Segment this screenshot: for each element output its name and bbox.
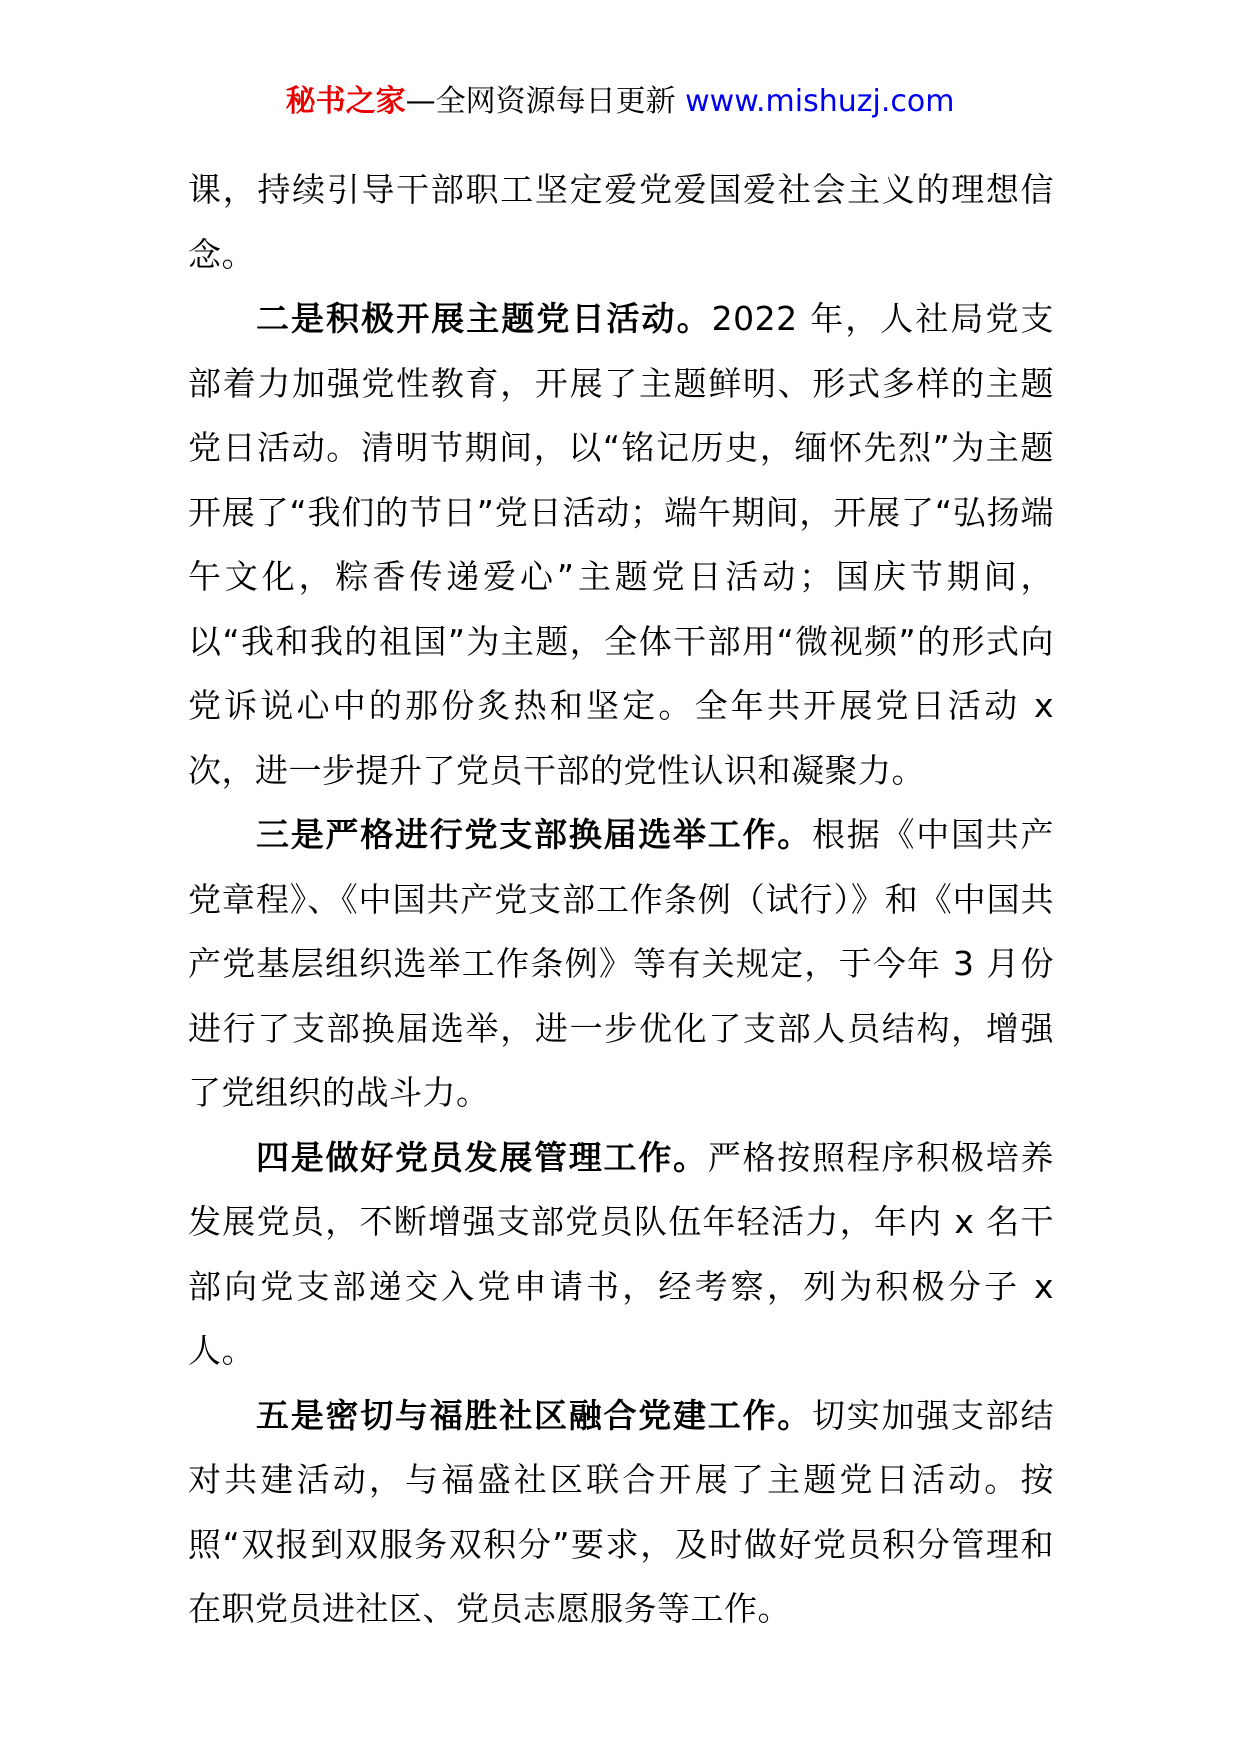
paragraph-lead: 四是做好党员发展管理工作。 <box>256 1137 708 1177</box>
paragraph-text: 根据《中国共产党章程》、《中国共产党支部工作条例（试行）》和《中国共产党基层组织选举工作条例》等有关规定，于今年 3 月份进行了支部换届选举，进一步优化了支部人员结构，增强了党组织的战斗力。 <box>188 815 1054 1112</box>
paragraph-text: 切实加强支部结对共建活动，与福盛社区联合开展了主题党日活动。按照“双报到双服务双积分”要求，及时做好党员积分管理和在职党员进社区、党员志愿服务等工作。 <box>188 1395 1054 1628</box>
paragraph-community-party-building <box>188 1384 1054 1642</box>
header-tagline: —全网资源每日更新 <box>405 84 676 119</box>
paragraph-lead: 三是严格进行党支部换届选举工作。 <box>256 815 812 854</box>
paragraph-theme-party-day <box>188 287 1054 803</box>
paragraph-text: 课，持续引导干部职工坚定爱党爱国爱社会主义的理想信念。 <box>188 170 1054 274</box>
page-header <box>0 82 1240 122</box>
paragraph-lead: 五是密切与福胜社区融合党建工作。 <box>256 1395 812 1435</box>
document-body <box>188 158 1054 1642</box>
header-brand: 秘书之家 <box>285 84 406 119</box>
header-url-link[interactable]: www.mishuzj.com <box>685 84 955 119</box>
paragraph-member-development <box>188 1126 1054 1384</box>
paragraph-branch-election <box>188 803 1054 1126</box>
paragraph-text: 2022 年，人社局党支部着力加强党性教育，开展了主题鲜明、形式多样的主题党日活动。清明节期间，以“铭记历史，缅怀先烈”为主题开展了“我们的节日”党日活动；端午期间，开展了“弘扬端午文化，粽香传递爱心”主题党日活动；国庆节期间，以“我和我的祖国”为主题，全体干部用“微视频”的形式向党诉说心中的那份炙热和坚定。全年共开展党日活动 x 次，进一步提升了党员干部的党性认识和凝聚力。 <box>188 299 1054 790</box>
paragraph-lead: 二是积极开展主题党日活动。 <box>256 299 712 338</box>
paragraph-continuation <box>188 158 1054 287</box>
paragraph-text: 严格按照程序积极培养发展党员，不断增强支部党员队伍年轻活力，年内 x 名干部向党支部递交入党申请书，经考察，列为积极分子 x 人。 <box>188 1137 1054 1370</box>
